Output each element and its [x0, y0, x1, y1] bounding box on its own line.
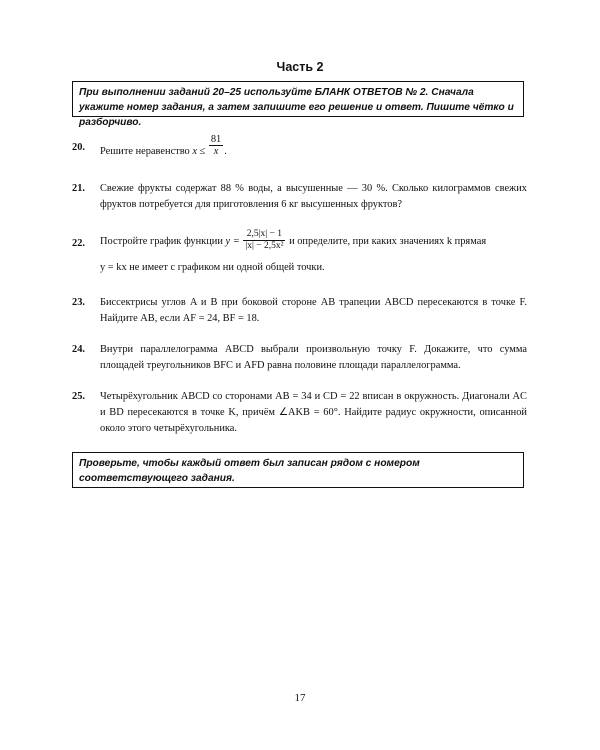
task-25: [72, 389, 527, 437]
task-number: 25.: [72, 391, 85, 402]
task-number: 21.: [72, 183, 85, 194]
task-20: [72, 134, 527, 158]
instruction-box: При выполнении заданий 20–25 используйте БЛАНК ОТВЕТОВ № 2. Сначала укажите номер задания, а затем запишите его решение и ответ. Пишите чётко и разборчиво.: [72, 81, 524, 117]
task-21: [72, 181, 527, 213]
check-note-box: Проверьте, чтобы каждый ответ был записан рядом с номером соответствующего задания.: [72, 452, 524, 488]
fraction-numerator: 2,5|x| − 1: [243, 229, 285, 241]
page-number: 17: [294, 692, 306, 704]
fraction: [243, 229, 285, 252]
task-number: 24.: [72, 344, 85, 355]
task-text: Биссектрисы углов A и B при боковой стороне AB трапеции ABCD пересекаются в точке F. Найдите AB, если AF = 24, BF = 18.: [100, 297, 527, 324]
task-22: [72, 229, 527, 273]
task-text: [100, 229, 527, 273]
task-text-b: .: [224, 145, 227, 157]
fraction-denominator: x: [213, 146, 219, 157]
task-number: 22.: [72, 238, 85, 249]
task-line-1: [100, 229, 487, 251]
task-line-2: y = kx не имеет с графиком ни одной общей точки.: [100, 262, 325, 273]
task-text: Свежие фрукты содержат 88 % воды, а высушенные — 30 %. Сколько килограммов свежих фруктов потребуется для приготовления 6 кг высушенных фруктов?: [100, 183, 527, 210]
task-text-b: и определите, при каких значениях k прямая: [286, 235, 487, 247]
page-title: Часть 2: [276, 60, 324, 74]
task-text: Внутри параллелограмма ABCD выбрали произвольную точку F. Докажите, что сумма площадей треугольников BFC и AFD равна половине площади параллелограмма.: [100, 344, 527, 371]
task-number: 20.: [72, 142, 85, 153]
fraction-denominator: |x| − 2,5x²: [245, 241, 284, 251]
task-expr: x ≤: [192, 145, 208, 157]
task-23: [72, 295, 527, 327]
task-24: [72, 342, 527, 374]
task-expr: y =: [225, 235, 243, 247]
task-number: 23.: [72, 297, 85, 308]
task-text-a: Решите неравенство: [100, 145, 193, 157]
task-text: Четырёхугольник ABCD со сторонами AB = 34 и CD = 22 вписан в окружность. Диагонали AC и BD пересекаются в точке K, причём ∠AKB = 60°. Найдите радиус окружности, описанной около этого четырёхугольника.: [100, 391, 527, 434]
task-text: [100, 134, 527, 157]
fraction-numerator: 81: [210, 134, 222, 145]
task-text-a: Постройте график функции: [100, 235, 226, 247]
fraction: [209, 134, 223, 157]
